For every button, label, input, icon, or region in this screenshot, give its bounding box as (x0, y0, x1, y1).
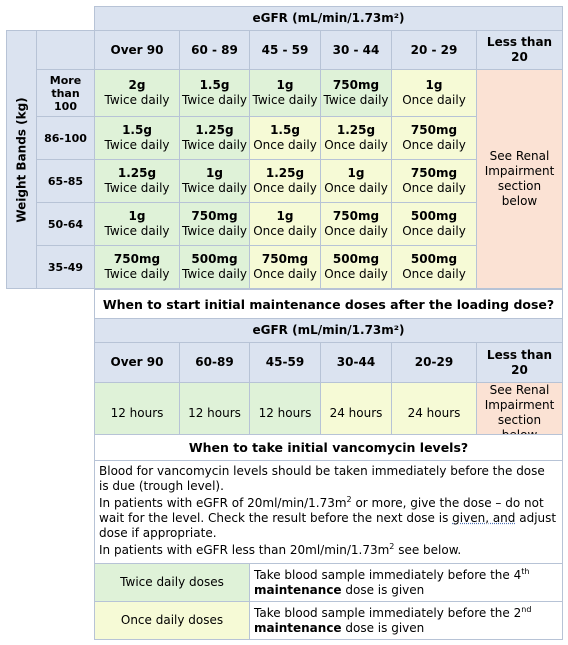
interval-cell: 24 hours (321, 383, 392, 444)
weight-bands-header: Weight Bands (kg) (7, 31, 37, 289)
dose-cell: 750mg Once daily (392, 160, 477, 203)
dose-cell: 1g Once daily (250, 203, 321, 246)
table-row (95, 602, 563, 640)
weight-band: 35-49 (37, 246, 95, 289)
maintenance-question: When to start initial maintenance doses after the loading dose? (95, 290, 563, 319)
interval-cell: 12 hours (95, 383, 180, 444)
once-daily-label: Once daily doses (95, 602, 250, 640)
instruction-egfr-20-or-more: In patients with eGFR of $20ml/\min/1.73m^2$ or more, give the dose – do not wait for the level. Check the result before the next dose is given, and adjust dose if appropriate. (99, 495, 557, 540)
col-over-90: Over 90 (95, 343, 180, 383)
levels-table (94, 434, 563, 640)
dose-cell: 1.25g Twice daily (95, 160, 180, 203)
table-row (95, 564, 563, 602)
dose-cell: 2g Twice daily (95, 70, 180, 117)
instruction-egfr-less-than-20: In patients with eGFR less than $20ml/\min/1.73m^2$ see below. (99, 542, 462, 557)
col-45-59: 45 - 59 (250, 31, 321, 70)
dose-cell: 500mg Once daily (321, 246, 392, 289)
col-less-than-20: Less than 20 (477, 343, 563, 383)
dose-cell: 1.25g Once daily (250, 160, 321, 203)
dose-cell: 1.5g Twice daily (180, 70, 250, 117)
dose-cell: 750mg Twice daily (95, 246, 180, 289)
levels-instructions (95, 461, 563, 564)
twice-daily-instruction: Take blood sample immediately before the 4th maintenance dose is given (250, 564, 563, 602)
dose-cell: 750mg Twice daily (321, 70, 392, 117)
dose-cell: 500mg Once daily (392, 203, 477, 246)
dose-cell: 1.25g Twice daily (180, 117, 250, 160)
dose-cell: 1g Once daily (321, 160, 392, 203)
dose-cell: 1g Twice daily (95, 203, 180, 246)
table-row (7, 70, 563, 117)
col-less-than-20: Less than 20 (477, 31, 563, 70)
dose-cell: 750mg Once daily (392, 117, 477, 160)
interval-cell: 24 hours (392, 383, 477, 444)
dose-cell: 1g Twice daily (250, 70, 321, 117)
weight-band: More than 100 (37, 70, 95, 117)
col-over-90: Over 90 (95, 31, 180, 70)
twice-daily-label: Twice daily doses (95, 564, 250, 602)
dose-cell: 1.5g Once daily (250, 117, 321, 160)
weight-band: 65-85 (37, 160, 95, 203)
col-45-59: 45-59 (250, 343, 321, 383)
weight-band: 86-100 (37, 117, 95, 160)
instruction-trough: Blood for vancomycin levels should be taken immediately before the dose is due (trough level). (99, 464, 545, 493)
renal-impairment-note: See Renal Impairment section below (477, 70, 563, 289)
dose-cell: 500mg Twice daily (180, 246, 250, 289)
col-60-89: 60-89 (180, 343, 250, 383)
col-60-89: 60 - 89 (180, 31, 250, 70)
levels-question: When to take initial vancomycin levels? (95, 435, 563, 461)
weight-band: 50-64 (37, 203, 95, 246)
dose-cell: 1g Twice daily (180, 160, 250, 203)
egfr-header: eGFR (mL/min/1.73m²) (95, 319, 563, 343)
once-daily-instruction: Take blood sample immediately before the 2nd maintenance dose is given (250, 602, 563, 640)
dose-cell: 750mg Once daily (250, 246, 321, 289)
dose-cell: 500mg Once daily (392, 246, 477, 289)
dose-cell: 750mg Twice daily (180, 203, 250, 246)
maintenance-start-table (94, 289, 563, 444)
dose-cell: 1.25g Once daily (321, 117, 392, 160)
egfr-header: eGFR (mL/min/1.73m²) (95, 7, 563, 31)
col-30-44: 30 - 44 (321, 31, 392, 70)
col-20-29: 20-29 (392, 343, 477, 383)
dose-cell: 1g Once daily (392, 70, 477, 117)
dose-cell: 1.5g Twice daily (95, 117, 180, 160)
col-30-44: 30-44 (321, 343, 392, 383)
interval-cell: 12 hours (180, 383, 250, 444)
interval-cell: 12 hours (250, 383, 321, 444)
dose-cell: 750mg Once daily (321, 203, 392, 246)
dose-table (6, 6, 563, 289)
col-20-29: 20 - 29 (392, 31, 477, 70)
renal-impairment-note: See Renal Impairment section (477, 383, 563, 444)
underlined-text: given, and (452, 511, 516, 525)
